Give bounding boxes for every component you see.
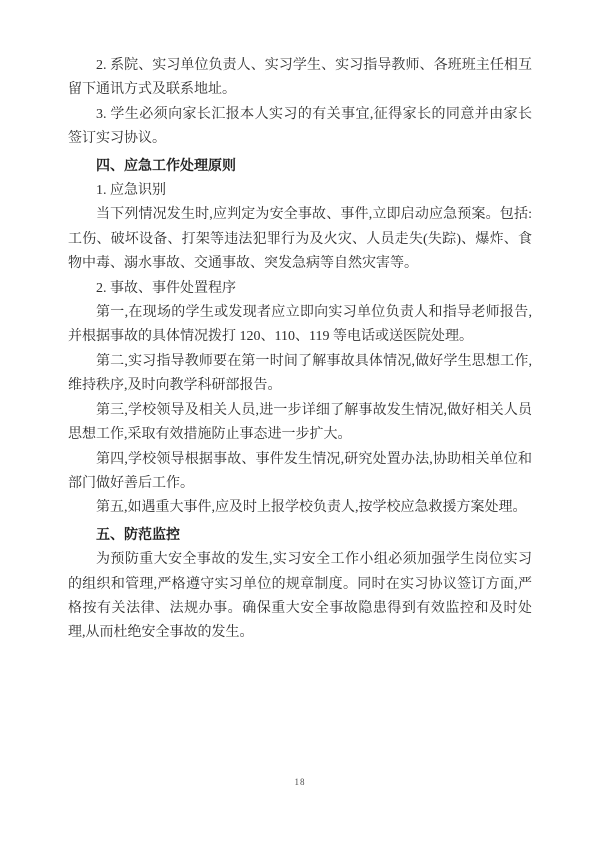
paragraph-step-one: 第一,在现场的学生或发现者应立即向实习单位负责人和指导老师报告,并根据事故的具体情况拨打 120、110、119 等电话或送医院处理。 <box>68 305 532 345</box>
section-heading-emergency-principles: 四、应急工作处理原则 <box>96 158 236 174</box>
paragraph-emergency-identification-title: 1. 应急识别 <box>96 183 166 199</box>
paragraph-step-two: 第二,实习指导教师要在第一时间了解事故具体情况,做好学生思想工作,维持秩序,及时向教学科研部报告。 <box>68 353 532 394</box>
section-heading-prevention-monitoring: 五、防范监控 <box>96 527 180 543</box>
paragraph-step-five: 第五,如遇重大事件,应及时上报学校负责人,按学校应急救援方案处理。 <box>96 500 527 516</box>
paragraph-parent-notification: 3. 学生必须向家长汇报本人实习的有关事宜,征得家长的同意并由家长签订实习协议。 <box>68 106 532 147</box>
paragraph-prevention-monitoring-body: 为预防重大安全事故的发生,实习安全工作小组必须加强学生岗位实习的组织和管理,严格遵守实习单位的规章制度。同时在实习协议签订方面,严格按有关法律、法规办事。确保重大安全事故隐患得到有效监控和及时处理,从而杜绝安全事故的发生。 <box>68 552 532 641</box>
page-footer <box>0 772 600 790</box>
page-number: 18 <box>294 777 306 787</box>
paragraph-handling-procedure-title: 2. 事故、事件处置程序 <box>96 280 236 296</box>
paragraph-contact-info: 2. 系院、实习单位负责人、实习学生、实习指导教师、各班班主任相互留下通讯方式及联系地址。 <box>68 58 532 98</box>
document-body <box>68 54 532 646</box>
paragraph-step-three: 第三,学校领导及相关人员,进一步详细了解事故发生情况,做好相关人员思想工作,采取有效措施防止事态进一步扩大。 <box>68 402 532 443</box>
paragraph-emergency-identification-body: 当下列情况发生时,应判定为安全事故、事件,立即启动应急预案。包括:工伤、破坏设备、打架等违法犯罪行为及火灾、人员走失(失踪)、爆炸、食物中毒、溺水事故、交通事故、突发急病等自然灾害等。 <box>68 207 532 272</box>
paragraph-step-four: 第四,学校领导根据事故、事件发生情况,研究处置办法,协助相关单位和部门做好善后工作。 <box>68 451 532 491</box>
